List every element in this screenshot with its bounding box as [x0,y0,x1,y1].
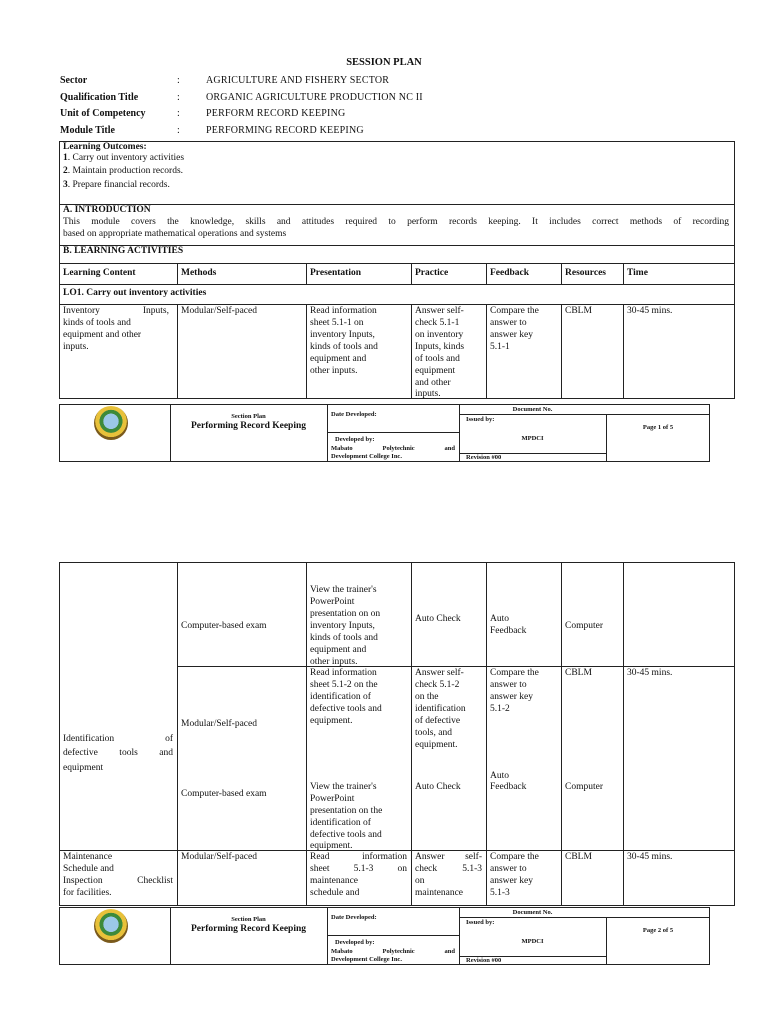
introduction-text: based on appropriate mathematical operations and systems [63,229,287,239]
header-value: PERFORM RECORD KEEPING [206,108,346,119]
header-label: Qualification Title [60,92,139,103]
introduction-text: This module covers the knowledge, skills and attitudes required to perform records keeping. It includes correct methods of recording [63,217,729,227]
introduction-heading: A. INTRODUCTION [63,205,151,215]
column-header: Learning Content [63,268,136,278]
header-value: PERFORMING RECORD KEEPING [206,125,364,136]
page-number: Page 2 of 5 [642,927,674,934]
learning-outcomes-heading: Learning Outcomes: [63,142,147,152]
learning-outcome-item: 1. Carry out inventory activities [63,153,185,163]
column-header: Practice [415,268,449,278]
learning-outcome-item: 3. Prepare financial records. [63,180,170,190]
footer-module: Performing Record Keeping [190,421,307,431]
column-header: Methods [181,268,217,278]
lo1-heading: LO1. Carry out inventory activities [63,288,207,298]
header-value: AGRICULTURE AND FISHERY SECTOR [206,75,390,86]
college-logo-icon [94,406,128,440]
column-header: Time [627,268,648,278]
column-header: Presentation [310,268,362,278]
header-value: ORGANIC AGRICULTURE PRODUCTION NC II [206,92,423,103]
learning-outcome-item: 2. Maintain production records. [63,166,184,176]
column-header: Resources [565,268,606,278]
header-label: Unit of Competency [60,108,146,119]
page-number: Page 1 of 5 [642,424,674,431]
learning-activities-heading: B. LEARNING ACTIVITIES [63,246,184,256]
college-logo-icon [94,909,128,943]
header-label: Module Title [60,125,115,136]
footer-module: Performing Record Keeping [190,924,307,934]
header-label: Sector [60,75,88,86]
page-title: SESSION PLAN [346,57,422,68]
column-header: Feedback [490,268,530,278]
